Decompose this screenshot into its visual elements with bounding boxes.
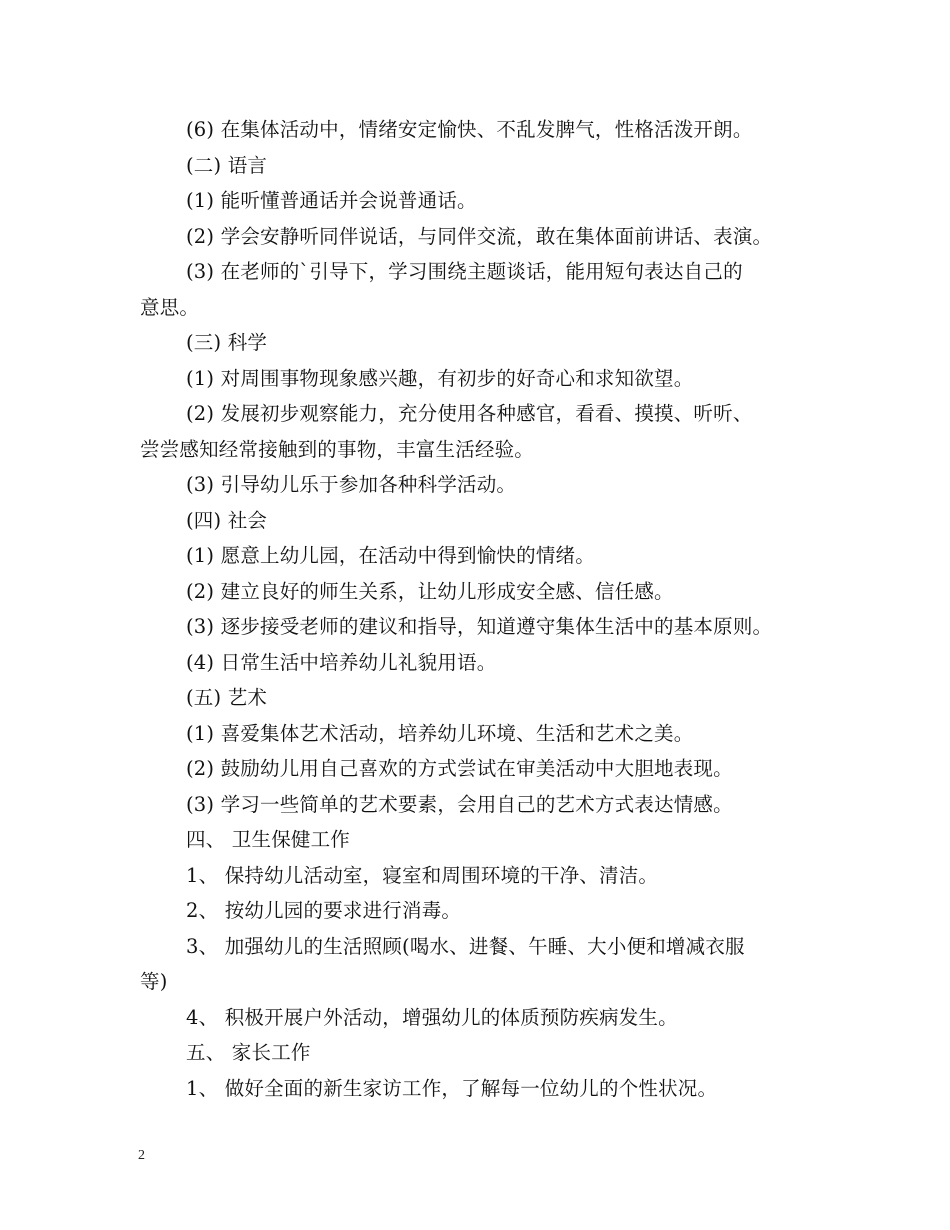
section-heading-science: (三) 科学 (186, 331, 268, 354)
paragraph: (3) 学习一些简单的艺术要素，会用自己的艺术方式表达情感。 (186, 792, 733, 816)
paragraph: 1、 做好全面的新生家访工作，了解每一位幼儿的个性状况。 (186, 1076, 718, 1100)
page-number: 2 (138, 1148, 145, 1163)
paragraph: 3、 加强幼儿的生活照顾(喝水、进餐、午睡、大小便和增减衣服 (186, 934, 745, 958)
paragraph: (2) 建立良好的师生关系，让幼儿形成安全感、信任感。 (186, 579, 674, 603)
section-heading-art: (五) 艺术 (186, 686, 268, 709)
section-heading-health: 四、 卫生保健工作 (186, 828, 350, 851)
paragraph: (1) 愿意上幼儿园，在活动中得到愉快的情绪。 (186, 544, 595, 567)
paragraph: (1) 喜爱集体艺术活动，培养幼儿环境、生活和艺术之美。 (186, 721, 694, 745)
paragraph: (2) 鼓励幼儿用自己喜欢的方式尝试在审美活动中大胆地表现。 (186, 757, 733, 780)
paragraph: 2、 按幼儿园的要求进行消毒。 (186, 899, 462, 922)
paragraph: (3) 逐步接受老师的建议和指导，知道遵守集体生活中的基本原则。 (186, 615, 773, 638)
paragraph: (2) 学会安静听同伴说话，与同伴交流，敢在集体面前讲话、表演。 (186, 224, 773, 248)
paragraph: (6) 在集体活动中，情绪安定愉快、不乱发脾气，性格活泼开朗。 (186, 118, 753, 141)
paragraph: (4) 日常生活中培养幼儿礼貌用语。 (186, 650, 497, 674)
paragraph: (1) 对周围事物现象感兴趣，有初步的好奇心和求知欲望。 (186, 366, 694, 390)
document-body (140, 112, 830, 1106)
paragraph: 4、 积极开展户外活动，增强幼儿的体质预防疾病发生。 (186, 1005, 678, 1029)
section-heading-parents: 五、 家长工作 (186, 1041, 311, 1064)
paragraph-continuation: 等) (140, 970, 168, 993)
paragraph-continuation: 尝尝感知经常接触到的事物，丰富生活经验。 (140, 437, 535, 461)
paragraph: (3) 引导幼儿乐于参加各种科学活动。 (186, 473, 517, 496)
section-heading-language: (二) 语言 (186, 153, 268, 177)
paragraph: (2) 发展初步观察能力，充分使用各种感官，看看、摸摸、听听、 (186, 402, 753, 425)
paragraph: (3) 在老师的`引导下，学习围绕主题谈话，能用短句表达自己的 (186, 260, 743, 283)
paragraph-continuation: 意思。 (140, 295, 200, 319)
paragraph: (1) 能听懂普通话并会说普通话。 (186, 189, 477, 212)
paragraph: 1、 保持幼儿活动室，寝室和周围环境的干净、清洁。 (186, 863, 659, 887)
section-heading-society: (四) 社会 (186, 508, 268, 532)
